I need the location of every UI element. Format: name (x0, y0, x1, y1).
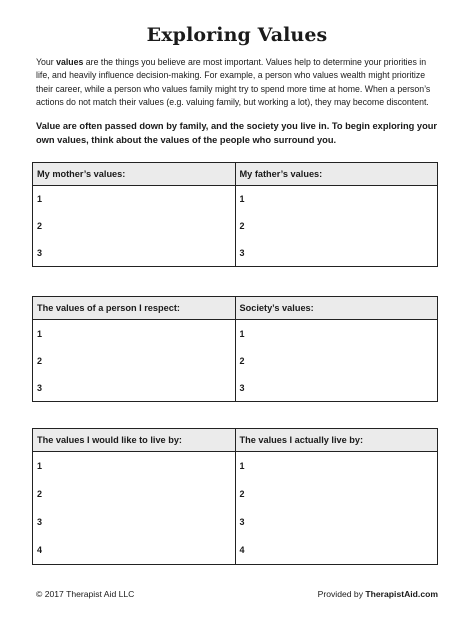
ideal-value-field-4[interactable] (33, 536, 236, 565)
row-number: 1 (37, 328, 43, 339)
provided-by (318, 589, 438, 599)
row-number: 2 (37, 220, 43, 231)
row-number: 3 (37, 247, 43, 258)
row-number: 3 (239, 517, 245, 527)
father-values-header: My father’s values: (235, 163, 438, 186)
respected-value-field-2[interactable] (33, 347, 236, 374)
row-number: 2 (239, 220, 245, 231)
row-number: 3 (37, 382, 43, 393)
father-value-field-2[interactable] (235, 212, 438, 239)
respected-value-field-1[interactable] (33, 320, 236, 348)
row-number: 3 (239, 382, 245, 393)
respected-society-values-table (32, 296, 438, 402)
actual-value-field-3[interactable] (235, 508, 438, 536)
respected-person-values-header: The values of a person I respect: (33, 297, 236, 320)
intro-keyword: values (56, 57, 84, 67)
mother-value-field-3[interactable] (33, 239, 236, 267)
provided-by-label: Provided by (317, 589, 366, 599)
actual-value-field-2[interactable] (235, 480, 438, 508)
row-number: 1 (239, 328, 245, 339)
page-title: Exploring Values (146, 24, 328, 46)
row-number: 4 (239, 545, 245, 555)
society-value-field-2[interactable] (235, 347, 438, 374)
row-number: 3 (37, 517, 43, 527)
row-number: 1 (239, 194, 245, 204)
row-number: 1 (239, 461, 245, 471)
father-value-field-1[interactable] (235, 186, 438, 213)
ideal-value-field-2[interactable] (33, 480, 236, 508)
society-values-header: Society’s values: (235, 297, 438, 320)
mother-values-header: My mother’s values: (33, 163, 236, 186)
actual-value-field-4[interactable] (235, 536, 438, 565)
ideal-value-field-3[interactable] (33, 508, 236, 536)
actual-value-field-1[interactable] (235, 452, 438, 481)
copyright-notice: © 2017 Therapist Aid LLC (36, 589, 135, 599)
actual-values-header: The values I actually live by: (235, 429, 438, 452)
father-value-field-3[interactable] (235, 239, 438, 267)
row-number: 4 (37, 545, 43, 555)
row-number: 1 (37, 461, 43, 471)
mother-value-field-2[interactable] (33, 212, 236, 239)
intro-text-rest: are the things you believe are most important. Values help to determine your priorities in life, and heavily influence decision-making. For example, a person who values wealth might prioritize their career, while a person who values family might try to spend more time at home. When a person’s actions do not match their values (e.g. valuing family, but working a lot), they may become discontent. (36, 57, 431, 107)
society-value-field-1[interactable] (235, 320, 438, 348)
mother-value-field-1[interactable] (33, 186, 236, 213)
ideal-value-field-1[interactable] (33, 452, 236, 481)
intro-paragraph (36, 56, 440, 109)
lead-instruction: Value are often passed down by family, and the society you live in. To begin exploring your own values, think about the values of the people who surround you. (36, 121, 438, 145)
ideal-values-header: The values I would like to live by: (33, 429, 236, 452)
provider-link[interactable]: TherapistAid.com (365, 589, 438, 599)
row-number: 2 (239, 489, 245, 499)
row-number: 2 (37, 355, 43, 366)
row-number: 2 (37, 489, 43, 499)
parents-values-table (32, 162, 438, 267)
personal-values-table (32, 428, 438, 565)
intro-text-start: Your (36, 57, 57, 67)
row-number: 2 (239, 355, 245, 366)
respected-value-field-3[interactable] (33, 374, 236, 402)
society-value-field-3[interactable] (235, 374, 438, 402)
row-number: 3 (239, 247, 245, 258)
row-number: 1 (37, 194, 43, 204)
